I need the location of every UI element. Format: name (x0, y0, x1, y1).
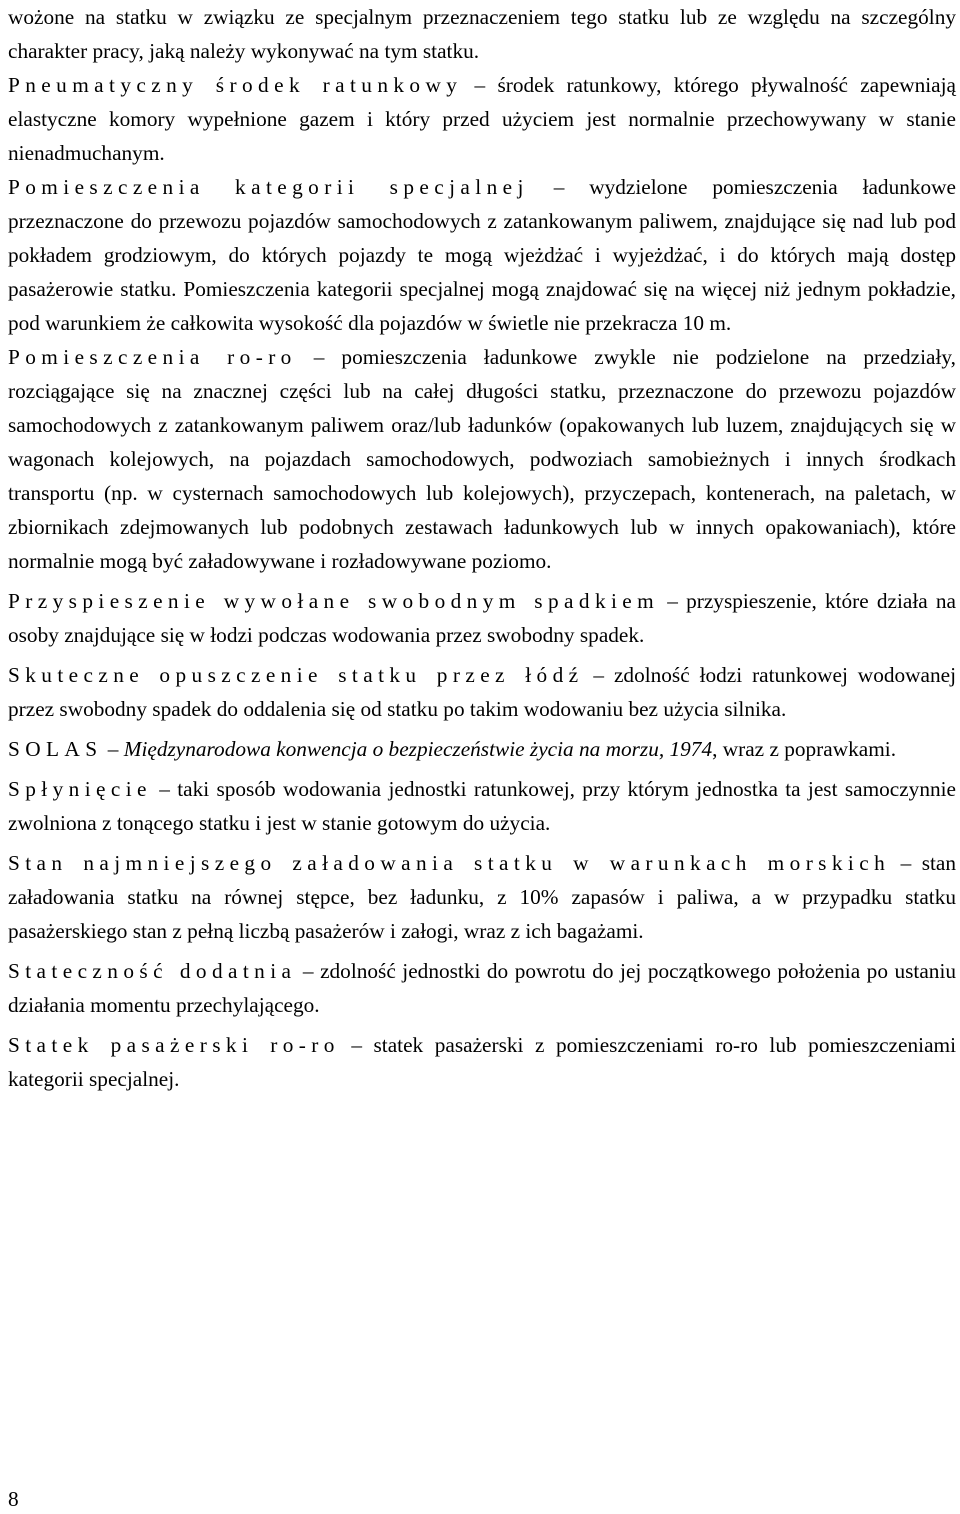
definition-statecznosc-dodatnia (8, 954, 956, 1022)
definition-text: , wraz z poprawkami. (712, 737, 897, 761)
definition-separator: – (102, 737, 124, 761)
definition-solas (8, 732, 956, 766)
definition-separator: – (583, 663, 614, 687)
definition-przyspieszenie-wywolane-swobodnym-spadkiem (8, 584, 956, 652)
definition-separator: – (528, 175, 590, 199)
definition-italic-text: Międzynarodowa konwencja o bezpieczeństwie życia na morzu, 1974 (123, 737, 713, 761)
definition-separator: – (151, 777, 178, 801)
definition-separator: – (890, 851, 922, 875)
definition-pomieszczenia-ro-ro (8, 340, 956, 578)
definition-stan-najmniejszego-zaladowania (8, 846, 956, 948)
definition-text: środek ratunkowy, którego pływalność zapewniają elastyczne komory wypełnione gazem i który przed użyciem jest normalnie przechowywany w stanie nienadmuchanym. (8, 73, 956, 165)
definition-text: taki sposób wodowania jednostki ratunkowej, przy którym jednostka ta jest samoczynnie zwolniona z tonącego statku i jest w stanie gotowym do użycia. (8, 777, 957, 835)
definition-statek-pasazerski-ro-ro (8, 1028, 956, 1096)
page-number: 8 (8, 1487, 19, 1511)
definition-text: wydzielone pomieszczenia ładunkowe przeznaczone do przewozu pojazdów samochodowych z zatankowanym paliwem, znajdujące się nad lub pod pokładem grodziowym, do których pojazdy te mogą wjeżdżać i wyjeżdżać, i do których mają dostęp pasażerowie statku. Pomieszczenia kategorii specjalnej mogą znajdować się na więcej niż jednym pokładzie, pod warunkiem że całkowita wysokość dla pojazdów w świetle nie przekracza 10 m. (8, 175, 957, 335)
definition-term: Spłynięcie (8, 777, 152, 801)
definition-separator: – (339, 1033, 374, 1057)
definition-term: Statek pasażerski ro-ro (8, 1033, 340, 1057)
definition-text: zdolność łodzi ratunkowej wodowanej przez swobodny spadek do oddalenia się od statku po takim wodowaniu bez użycia silnika. (8, 663, 956, 721)
definition-separator: – (659, 589, 687, 613)
intro-paragraph (8, 0, 956, 68)
definition-separator: – (296, 959, 321, 983)
definition-term: SOLAS (8, 737, 103, 761)
definition-text: stan załadowania statku na równej stępce, bez ładunku, z 10% zapasów i paliwa, a w przypadku statku pasażerskiego stan z pełną liczbą pasażerów i załogi, wraz z ich bagażami. (8, 851, 957, 943)
definition-text: zdolność jednostki do powrotu do jej początkowego położenia po ustaniu działania momentu przechylającego. (8, 959, 957, 1017)
definition-separator: – (296, 345, 342, 369)
definition-term: Pomieszczenia kategorii specjalnej (8, 175, 529, 199)
definition-pomieszczenia-kategorii-specjalnej (8, 170, 956, 340)
definition-pneumatyczny-srodek-ratunkowy (8, 68, 956, 170)
definition-separator: – (462, 73, 498, 97)
definition-skuteczne-opuszczenie-statku (8, 658, 956, 726)
definition-term: Skuteczne opuszczenie statku przez łódź (8, 663, 584, 687)
definition-splyniecie (8, 772, 956, 840)
definition-term: Stan najmniejszego załadowania statku w warunkach morskich (8, 851, 891, 875)
definition-text: statek pasażerski z pomieszczeniami ro-ro lub pomieszczeniami kategorii specjalnej. (8, 1033, 957, 1091)
document-page (8, 0, 956, 1096)
definition-text: przyspieszenie, które działa na osoby znajdujące się w łodzi podczas wodowania przez swobodny spadek. (8, 589, 956, 647)
definition-term: Pneumatyczny środek ratunkowy (8, 73, 463, 97)
definition-term: Stateczność dodatnia (8, 959, 297, 983)
definition-term: Pomieszczenia ro-ro (8, 345, 297, 369)
definition-term: Przyspieszenie wywołane swobodnym spadkiem (8, 589, 660, 613)
definition-text: pomieszczenia ładunkowe zwykle nie podzielone na przedziały, rozciągające się na znacznej części lub na całej długości statku, przeznaczone do przewozu pojazdów samochodowych z zatankowanym paliwem oraz/lub ładunków (opakowanych lub luzem, znajdujących się w wagonach kolejowych, na pojazdach samochodowych, podwoziach samobieżnych i innych środkach transportu (np. w cysternach samochodowych lub kolejowych), przyczepach, kontenerach, na paletach, w zbiornikach zdejmowanych lub podobnych zestawach ładunkowych lub w innych opakowaniach), które normalnie mogą być załadowywane i rozładowywane poziomo. (8, 345, 956, 573)
intro-text: wożone na statku w związku ze specjalnym przeznaczeniem tego statku lub ze względu na szczególny charakter pracy, jaką należy wykonywać na tym statku. (8, 5, 956, 63)
